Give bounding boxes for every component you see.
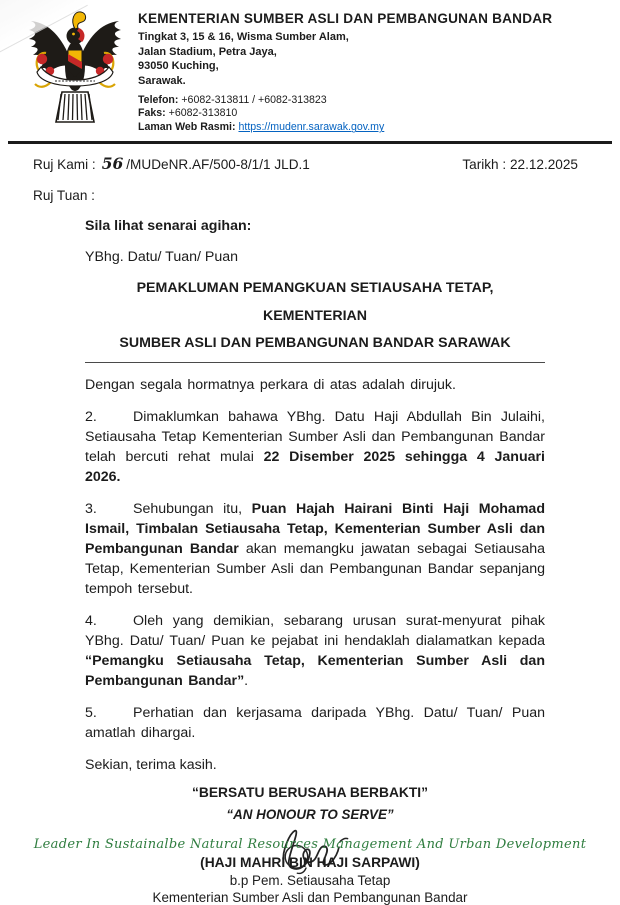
closing-line: Sekian, terima kasih. [85,756,217,773]
body-paragraph [85,499,545,599]
signatory-organisation: Kementerian Sumber Asli dan Pembangunan Bandar [152,889,468,905]
paragraph-text-run: Dengan segala hormatnya perkara di atas adalah dirujuk. [85,376,456,393]
official-website-link[interactable]: https://mudenr.sarawak.gov.my [238,121,385,134]
our-ref [33,154,310,173]
ministry-name: KEMENTERIAN SUMBER ASLI DAN PEMBANGUNAN BANDAR [138,11,553,26]
fax-line [138,107,552,121]
ministry-address [138,30,552,89]
subject-line-1: PEMAKLUMAN PEMANGKUAN SETIAUSAHA TETAP, KEMENTERIAN [136,279,494,324]
paragraph-bold-run: Puan Hajah Hairani Binti Haji Mohamad Ismail, Timbalan Setiausaha Tetap, Kementerian Sumber Asli dan Pembangunan Bandar [85,500,545,557]
footer-tagline: Leader In Sustainalbe Natural Resources Management And Urban Development [33,837,587,852]
paragraph-text-run: . [244,672,249,689]
address-line: Tingkat 3, 15 & 16, Wisma Sumber Alam, [138,31,349,43]
body-paragraph [85,703,545,743]
web-label: Laman Web Rasmi: [138,121,236,134]
paragraph-text-run: Dimaklumkan bahawa YBhg. Datu Haji Abdullah Bin Julaihi, Setiausaha Tetap Kementerian Sumber Asli dan Pembangunan Bandar telah bercuti rehat mulai [85,408,545,465]
body-paragraph [85,375,545,395]
signatory-title: b.p Pem. Setiausaha Tetap [229,872,391,888]
subject-title [85,275,545,363]
our-ref-label: Ruj Kami : [33,156,96,172]
motto-english: “AN HONOUR TO SERVE” [226,806,394,822]
letter-body [85,218,545,775]
fax-value: +6082-313810 [168,107,238,120]
motto-malay: “BERSATU BERUSAHA BERBAKTI” [191,784,429,800]
letterhead [0,0,620,135]
signatory-name: (HAJI MAHRI BIN HAJI SARPAWI) [200,854,420,870]
body-paragraph [85,611,545,691]
your-ref-label: Ruj Tuan : [33,187,95,203]
distribution-note: Sila lihat senarai agihan: [85,217,252,234]
subject-line-2: SUMBER ASLI DAN PEMBANGUNAN BANDAR SARAWAK [119,335,511,352]
reference-row [0,144,620,173]
our-ref-number: /MUDeNR.AF/500-8/1/1 JLD.1 [126,156,310,172]
sarawak-state-crest-icon [24,8,126,135]
paragraph-bold-run: 22 Disember 2025 sehingga 4 Januari 2026. [85,448,545,485]
paragraph-number: 4. [85,612,97,629]
paragraph-number: 3. [85,500,97,517]
address-line: Sarawak. [138,74,186,87]
paragraph-text-run: Perhatian dan kerjasama daripada YBhg. Datu/ Tuan/ Puan amatlah dihargai. [85,704,545,741]
fax-label: Faks: [138,107,166,120]
date-value: 22.12.2025 [509,156,578,172]
ministry-contact [138,94,552,136]
phone-value: +6082-313811 / +6082-313823 [181,93,327,106]
body-paragraphs [85,375,545,743]
body-paragraph [85,407,545,487]
paragraph-text-run: Oleh yang demikian, sebarang urusan surat-menyurat pihak YBhg. Datu/ Tuan/ Puan ke pejabat ini hendaklah dialamatkan kepada [85,612,545,649]
phone-label: Telefon: [138,93,179,106]
date-label: Tarikh : [462,156,507,172]
paragraph-text-run: akan memangku jawatan sebagai Setiausaha Tetap, Kementerian Sumber Asli dan Pembangunan Bandar sepanjang tempoh tersebut. [85,540,545,597]
address-line: 93050 Kuching, [138,60,219,73]
our-ref-handwritten-number: 56 [101,153,124,173]
paragraph-number: 2. [85,408,97,425]
web-line [138,121,552,135]
paragraph-bold-run: “Pemangku Setiausaha Tetap, Kementerian Sumber Asli dan Pembangunan Bandar” [85,652,545,689]
address-line: Jalan Stadium, Petra Jaya, [138,45,277,58]
addressee-line: YBhg. Datu/ Tuan/ Puan [85,248,239,265]
letter-date [462,157,578,172]
paragraph-text-run: Sehubungan itu, [133,500,252,517]
phone-line [138,94,552,108]
paragraph-number: 5. [85,704,97,721]
